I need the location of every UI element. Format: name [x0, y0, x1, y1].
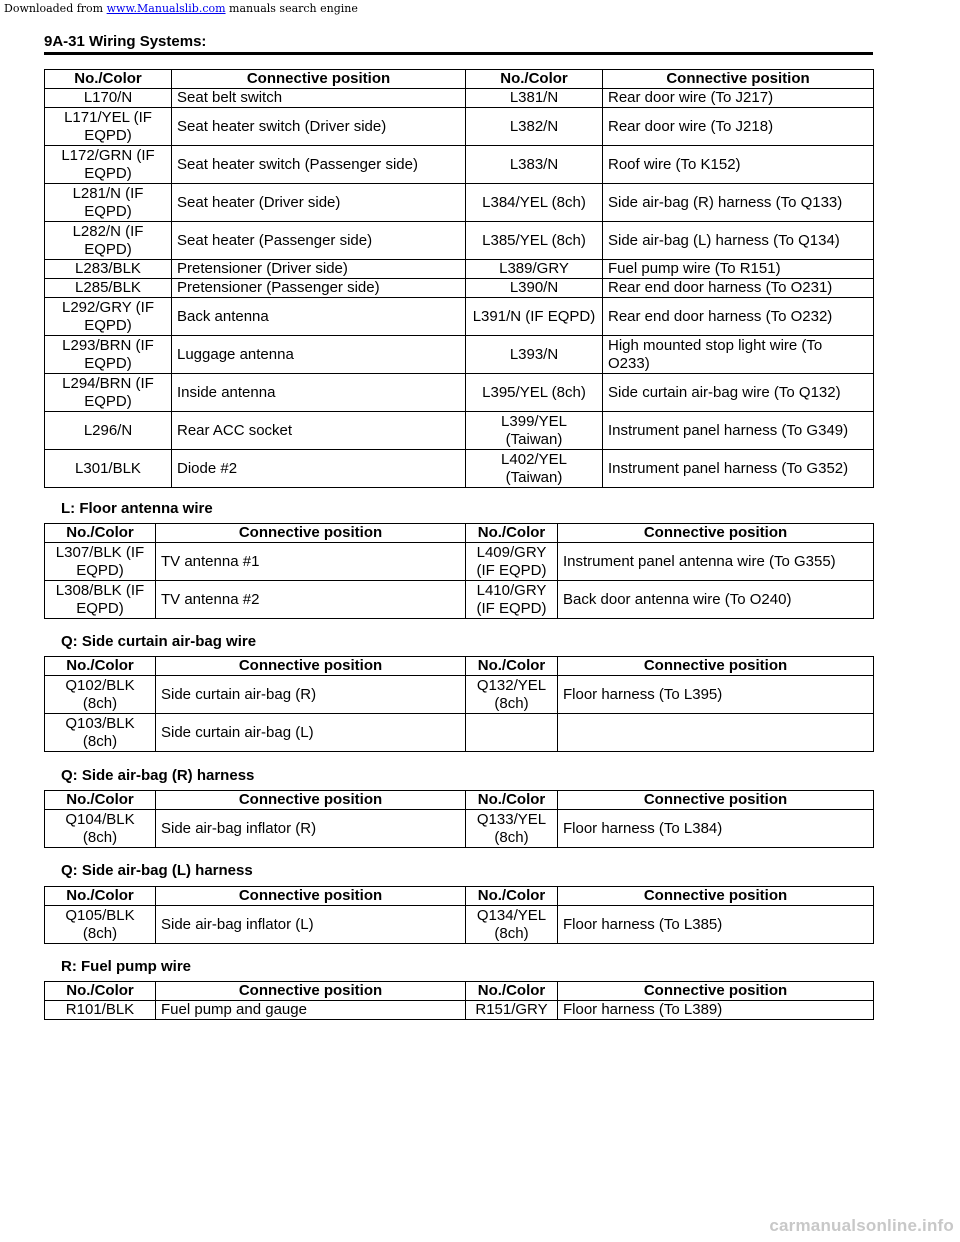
wire-no-color-cell: L282/N (IF EQPD) [45, 222, 172, 260]
mating-connective-position-cell: Fuel pump wire (To R151) [603, 260, 874, 279]
connective-position-cell: Seat belt switch [172, 89, 466, 108]
section-heading-floor-antenna-wire: L: Floor antenna wire [61, 500, 213, 517]
table-row [45, 184, 874, 222]
col-header-connective-position: Connective position [558, 657, 874, 676]
connective-position-cell: Pretensioner (Driver side) [172, 260, 466, 279]
download-suffix: manuals search engine [225, 2, 358, 15]
mating-no-color-cell: L384/YEL (8ch) [466, 184, 603, 222]
wire-no-color-cell: L308/BLK (IF EQPD) [45, 581, 156, 619]
mating-no-color-cell: L395/YEL (8ch) [466, 374, 603, 412]
col-header-connective-position: Connective position [558, 982, 874, 1001]
mating-connective-position-cell: Rear door wire (To J218) [603, 108, 874, 146]
connective-position-cell: Back antenna [172, 298, 466, 336]
table-row [45, 714, 874, 752]
mating-connective-position-cell: Side air-bag (L) harness (To Q134) [603, 222, 874, 260]
mating-connective-position-cell: Floor harness (To L385) [558, 906, 874, 944]
connective-position-cell: Rear ACC socket [172, 412, 466, 450]
mating-no-color-cell: L382/N [466, 108, 603, 146]
col-header-no-color: No./Color [466, 887, 558, 906]
table-row [45, 1001, 874, 1020]
wire-no-color-cell: L171/YEL (IF EQPD) [45, 108, 172, 146]
mating-connective-position-cell: High mounted stop light wire (To O233) [603, 336, 874, 374]
mating-connective-position-cell: Floor harness (To L389) [558, 1001, 874, 1020]
table-header-row [45, 982, 874, 1001]
table-row [45, 906, 874, 944]
mating-no-color-cell: Q134/YEL (8ch) [466, 906, 558, 944]
section-heading-side-air-bag-r-harness: Q: Side air-bag (R) harness [61, 767, 255, 784]
col-header-connective-position: Connective position [156, 657, 466, 676]
mating-connective-position-cell [558, 714, 874, 752]
wire-no-color-cell: L172/GRN (IF EQPD) [45, 146, 172, 184]
connective-position-cell: Seat heater (Passenger side) [172, 222, 466, 260]
mating-connective-position-cell: Floor harness (To L395) [558, 676, 874, 714]
col-header-no-color: No./Color [466, 982, 558, 1001]
table-header-row [45, 524, 874, 543]
section-heading-side-air-bag-l-harness: Q: Side air-bag (L) harness [61, 862, 253, 879]
wire-no-color-cell: Q103/BLK (8ch) [45, 714, 156, 752]
col-header-no-color: No./Color [466, 524, 558, 543]
wire-no-color-cell: L294/BRN (IF EQPD) [45, 374, 172, 412]
section-heading-fuel-pump-wire: R: Fuel pump wire [61, 958, 192, 975]
col-header-no-color: No./Color [45, 887, 156, 906]
mating-no-color-cell: Q132/YEL (8ch) [466, 676, 558, 714]
page-header: 9A-31 Wiring Systems: [44, 33, 207, 50]
connective-position-cell: TV antenna #2 [156, 581, 466, 619]
table-header-row [45, 887, 874, 906]
col-header-connective-position: Connective position [156, 791, 466, 810]
table-header-row [45, 791, 874, 810]
connective-position-cell: Seat heater (Driver side) [172, 184, 466, 222]
table-row [45, 810, 874, 848]
col-header-no-color: No./Color [45, 791, 156, 810]
connective-position-cell: Side curtain air-bag (L) [156, 714, 466, 752]
wire-no-color-cell: L285/BLK [45, 279, 172, 298]
header-rule [44, 52, 873, 55]
mating-connective-position-cell: Instrument panel harness (To G349) [603, 412, 874, 450]
mating-no-color-cell: L409/GRY (IF EQPD) [466, 543, 558, 581]
download-source-line [4, 2, 358, 15]
mating-no-color-cell: L385/YEL (8ch) [466, 222, 603, 260]
manualslib-link[interactable]: www.Manualslib.com [106, 2, 226, 15]
mating-no-color-cell: R151/GRY [466, 1001, 558, 1020]
connective-position-cell: Inside antenna [172, 374, 466, 412]
site-watermark: carmanualsonline.info [769, 1216, 954, 1235]
table-row [45, 374, 874, 412]
col-header-connective-position: Connective position [558, 524, 874, 543]
table-row [45, 279, 874, 298]
connective-position-cell: Diode #2 [172, 450, 466, 488]
connector-table-floor-harness [44, 69, 874, 488]
table-row [45, 222, 874, 260]
col-header-connective-position: Connective position [156, 887, 466, 906]
mating-no-color-cell: L399/YEL (Taiwan) [466, 412, 603, 450]
wire-no-color-cell: L296/N [45, 412, 172, 450]
table-row [45, 581, 874, 619]
mating-no-color-cell: L390/N [466, 279, 603, 298]
col-header-no-color: No./Color [466, 657, 558, 676]
table-row [45, 543, 874, 581]
table-row [45, 146, 874, 184]
col-header-no-color: No./Color [45, 524, 156, 543]
wire-no-color-cell: L170/N [45, 89, 172, 108]
mating-connective-position-cell: Side curtain air-bag wire (To Q132) [603, 374, 874, 412]
col-header-connective-position: Connective position [558, 887, 874, 906]
wire-no-color-cell: Q105/BLK (8ch) [45, 906, 156, 944]
connective-position-cell: Side air-bag inflator (L) [156, 906, 466, 944]
connective-position-cell: Luggage antenna [172, 336, 466, 374]
wire-no-color-cell: L292/GRY (IF EQPD) [45, 298, 172, 336]
wire-no-color-cell: L281/N (IF EQPD) [45, 184, 172, 222]
col-header-connective-position: Connective position [156, 982, 466, 1001]
connective-position-cell: Seat heater switch (Driver side) [172, 108, 466, 146]
col-header-connective-position: Connective position [172, 70, 466, 89]
mating-no-color-cell: L410/GRY (IF EQPD) [466, 581, 558, 619]
mating-connective-position-cell: Back door antenna wire (To O240) [558, 581, 874, 619]
mating-no-color-cell [466, 714, 558, 752]
mating-connective-position-cell: Rear end door harness (To O232) [603, 298, 874, 336]
connective-position-cell: Fuel pump and gauge [156, 1001, 466, 1020]
col-header-no-color: No./Color [45, 70, 172, 89]
table-row [45, 260, 874, 279]
connector-table-side-curtain-air-bag-wire [44, 656, 874, 752]
download-prefix: Downloaded from [4, 2, 107, 15]
table-row [45, 450, 874, 488]
mating-connective-position-cell: Roof wire (To K152) [603, 146, 874, 184]
table-row [45, 336, 874, 374]
connective-position-cell: Side air-bag inflator (R) [156, 810, 466, 848]
connective-position-cell: Side curtain air-bag (R) [156, 676, 466, 714]
mating-no-color-cell: L393/N [466, 336, 603, 374]
col-header-no-color: No./Color [466, 791, 558, 810]
table-row [45, 108, 874, 146]
wire-no-color-cell: Q104/BLK (8ch) [45, 810, 156, 848]
wire-no-color-cell: L307/BLK (IF EQPD) [45, 543, 156, 581]
mating-no-color-cell: L381/N [466, 89, 603, 108]
connector-table-floor-antenna-wire [44, 523, 874, 619]
mating-no-color-cell: L383/N [466, 146, 603, 184]
mating-connective-position-cell: Rear door wire (To J217) [603, 89, 874, 108]
wire-no-color-cell: L301/BLK [45, 450, 172, 488]
table-header-row [45, 657, 874, 676]
wire-no-color-cell: L293/BRN (IF EQPD) [45, 336, 172, 374]
col-header-connective-position: Connective position [603, 70, 874, 89]
mating-connective-position-cell: Rear end door harness (To O231) [603, 279, 874, 298]
mating-connective-position-cell: Floor harness (To L384) [558, 810, 874, 848]
connective-position-cell: Seat heater switch (Passenger side) [172, 146, 466, 184]
wire-no-color-cell: R101/BLK [45, 1001, 156, 1020]
mating-no-color-cell: L391/N (IF EQPD) [466, 298, 603, 336]
col-header-no-color: No./Color [45, 982, 156, 1001]
connector-table-side-air-bag-l-harness [44, 886, 874, 944]
col-header-no-color: No./Color [45, 657, 156, 676]
mating-no-color-cell: Q133/YEL (8ch) [466, 810, 558, 848]
table-row [45, 676, 874, 714]
mating-connective-position-cell: Instrument panel antenna wire (To G355) [558, 543, 874, 581]
table-header-row [45, 70, 874, 89]
mating-connective-position-cell: Side air-bag (R) harness (To Q133) [603, 184, 874, 222]
connective-position-cell: Pretensioner (Passenger side) [172, 279, 466, 298]
mating-connective-position-cell: Instrument panel harness (To G352) [603, 450, 874, 488]
connective-position-cell: TV antenna #1 [156, 543, 466, 581]
wire-no-color-cell: L283/BLK [45, 260, 172, 279]
table-row [45, 89, 874, 108]
connector-table-fuel-pump-wire [44, 981, 874, 1020]
col-header-connective-position: Connective position [558, 791, 874, 810]
mating-no-color-cell: L389/GRY [466, 260, 603, 279]
connector-table-side-air-bag-r-harness [44, 790, 874, 848]
col-header-connective-position: Connective position [156, 524, 466, 543]
table-row [45, 298, 874, 336]
wire-no-color-cell: Q102/BLK (8ch) [45, 676, 156, 714]
col-header-no-color: No./Color [466, 70, 603, 89]
table-row [45, 412, 874, 450]
section-heading-side-curtain-air-bag-wire: Q: Side curtain air-bag wire [61, 633, 257, 650]
mating-no-color-cell: L402/YEL (Taiwan) [466, 450, 603, 488]
